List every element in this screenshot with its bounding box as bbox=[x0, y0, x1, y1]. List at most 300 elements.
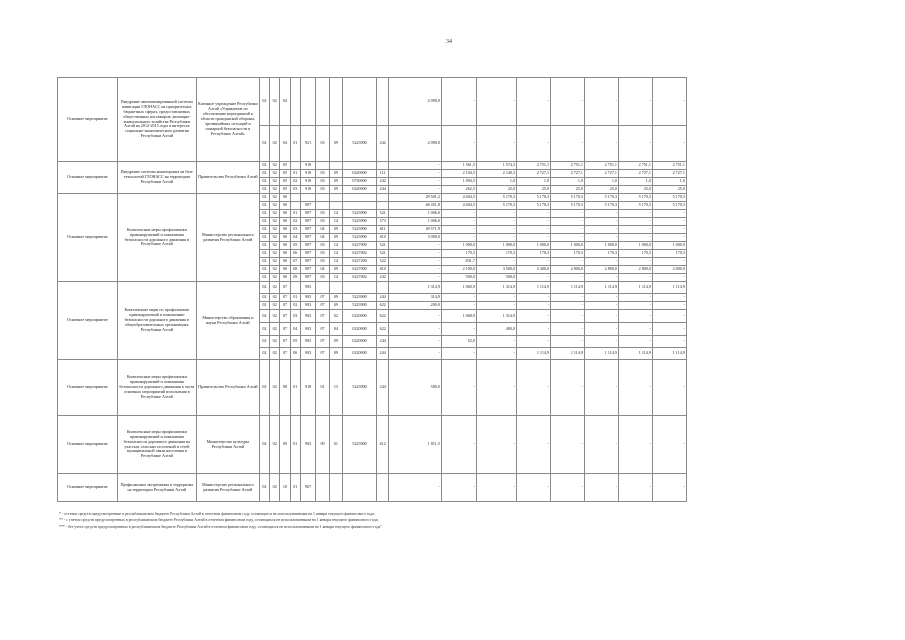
table-cell: 918 bbox=[300, 162, 315, 170]
table-cell: 02 bbox=[270, 360, 280, 416]
table-cell: 3 500,0 bbox=[476, 266, 516, 274]
table-cell: - bbox=[652, 323, 686, 336]
table-cell: - bbox=[652, 360, 686, 416]
table-cell: 01 bbox=[290, 170, 300, 178]
table-cell: 02 bbox=[270, 258, 280, 266]
table-cell bbox=[316, 474, 329, 502]
table-cell: 622 bbox=[377, 302, 389, 310]
table-cell: 967 bbox=[300, 474, 315, 502]
table-cell bbox=[316, 78, 329, 126]
table-cell: - bbox=[389, 274, 442, 282]
table-cell: 09 bbox=[329, 126, 342, 162]
table-cell: - bbox=[476, 218, 516, 226]
table-cell: 02 bbox=[270, 323, 280, 336]
table-cell: 1 114,9 bbox=[517, 348, 551, 360]
table-cell: 0227000 bbox=[343, 266, 377, 274]
table-cell: - bbox=[476, 336, 516, 348]
table-cell: 5 170,3 bbox=[584, 202, 618, 210]
table-row bbox=[58, 162, 719, 170]
table-cell: 5 170,3 bbox=[517, 194, 551, 202]
table-cell bbox=[377, 162, 389, 170]
table-cell: - bbox=[517, 78, 551, 126]
table-cell: 06 bbox=[280, 242, 290, 250]
table-cell: 5 170,3 bbox=[551, 194, 585, 202]
table-cell: 07 bbox=[280, 302, 290, 310]
table-cell: 02 bbox=[270, 194, 280, 202]
table-cell: 02 bbox=[259, 274, 269, 282]
group-type: Основное мероприятие bbox=[58, 474, 118, 502]
table-cell: 1 114,9 bbox=[618, 282, 652, 294]
table-cell: 1 561,5 bbox=[441, 162, 476, 170]
table-cell bbox=[290, 202, 300, 210]
table-cell: 5223900 bbox=[343, 210, 377, 218]
group-executor: Казенное учреждение Республики Алтай «Управление по обеспечению мероприятий в области гражданской обороны, чрезвычайных ситуаций и пожарной безопасности в Республике Алтай» bbox=[196, 78, 259, 162]
table-cell: - bbox=[584, 323, 618, 336]
table-cell: 918 bbox=[300, 186, 315, 194]
table-cell: - bbox=[389, 323, 442, 336]
table-cell: - bbox=[618, 474, 652, 502]
table-cell: 09 bbox=[329, 294, 342, 302]
table-cell: - bbox=[389, 178, 442, 186]
table-cell: 07 bbox=[280, 323, 290, 336]
table-cell: 611 bbox=[377, 226, 389, 234]
table-cell: 1 114,9 bbox=[618, 348, 652, 360]
table-cell: 622 bbox=[377, 310, 389, 323]
table-cell: 2 751,1 bbox=[618, 162, 652, 170]
table-cell: 25,0 bbox=[476, 186, 516, 194]
table-cell: 1,0 bbox=[476, 178, 516, 186]
group-type: Основное мероприятие bbox=[58, 162, 118, 194]
table-cell: - bbox=[476, 258, 516, 266]
table-cell: 13 bbox=[329, 360, 342, 416]
table-cell: 02 bbox=[259, 218, 269, 226]
table-cell: 903 bbox=[300, 416, 315, 474]
table-cell: - bbox=[476, 78, 516, 126]
table-cell: 918 bbox=[300, 178, 315, 186]
table-cell: - bbox=[551, 302, 585, 310]
table-cell: 400,0 bbox=[476, 323, 516, 336]
table-cell: - bbox=[517, 294, 551, 302]
table-cell: 5223900 bbox=[343, 226, 377, 234]
table-cell: - bbox=[476, 474, 516, 502]
table-cell: 170,3 bbox=[584, 250, 618, 258]
table-cell: 2 090,0 bbox=[389, 78, 442, 126]
table-cell: - bbox=[652, 234, 686, 242]
table-cell: 02 bbox=[259, 416, 269, 474]
table-cell: - bbox=[517, 360, 551, 416]
table-cell: 09 bbox=[329, 186, 342, 194]
table-cell: 200,0 bbox=[389, 302, 442, 310]
table-cell: 500,0 bbox=[441, 274, 476, 282]
table-cell: 06 bbox=[280, 218, 290, 226]
table-cell: - bbox=[652, 302, 686, 310]
table-cell: - bbox=[517, 474, 551, 502]
table-cell: 03 bbox=[290, 186, 300, 194]
table-cell: - bbox=[441, 234, 476, 242]
table-cell: 1 094,5 bbox=[441, 178, 476, 186]
table-cell: - bbox=[652, 218, 686, 226]
table-cell: 111 bbox=[377, 170, 389, 178]
table-cell: 01 bbox=[290, 474, 300, 502]
table-cell: 03 bbox=[316, 258, 329, 266]
table-cell: 5 170,3 bbox=[618, 202, 652, 210]
table-cell: 07 bbox=[316, 336, 329, 348]
table-cell: 02 bbox=[259, 323, 269, 336]
table-cell: 14 bbox=[329, 250, 342, 258]
table-cell: 1 114,9 bbox=[551, 282, 585, 294]
table-cell: 09 bbox=[329, 266, 342, 274]
table-cell: 918 bbox=[300, 170, 315, 178]
table-cell: 02 bbox=[270, 266, 280, 274]
table-cell: 07 bbox=[280, 348, 290, 360]
table-cell: 02 bbox=[270, 226, 280, 234]
table-cell: 03 bbox=[290, 226, 300, 234]
table-cell: 03 bbox=[316, 242, 329, 250]
table-cell: 1,0 bbox=[618, 178, 652, 186]
group-executor: Министерство культуры Республики Алтай bbox=[196, 416, 259, 474]
table-cell: 01 bbox=[290, 126, 300, 162]
table-row bbox=[58, 78, 719, 126]
group-executor: Министерство регионального развития Республики Алтай bbox=[196, 474, 259, 502]
table-cell: 04 bbox=[280, 126, 290, 162]
table-cell: 07 bbox=[280, 336, 290, 348]
table-cell: - bbox=[618, 274, 652, 282]
table-cell: - bbox=[618, 310, 652, 323]
table-cell: 25,0 bbox=[517, 186, 551, 194]
table-cell: - bbox=[551, 310, 585, 323]
table-cell: 1 006,0 bbox=[389, 218, 442, 226]
table-cell: 0220000 bbox=[343, 310, 377, 323]
table-cell bbox=[377, 202, 389, 210]
table-cell bbox=[343, 78, 377, 126]
table-cell: 09 bbox=[329, 234, 342, 242]
table-cell: 5 170,3 bbox=[652, 202, 686, 210]
table-cell: 02 bbox=[270, 294, 280, 302]
table-cell: 14 bbox=[329, 210, 342, 218]
table-cell: - bbox=[584, 416, 618, 474]
table-cell: 06 bbox=[280, 274, 290, 282]
table-cell: 02 bbox=[259, 186, 269, 194]
table-cell: 170,3 bbox=[441, 250, 476, 258]
table-cell: 1,0 bbox=[652, 178, 686, 186]
table-cell: 14 bbox=[329, 258, 342, 266]
table-cell: 25,0 bbox=[618, 186, 652, 194]
group-type: Основное мероприятие bbox=[58, 282, 118, 360]
table-cell: - bbox=[389, 170, 442, 178]
table-cell: - bbox=[517, 274, 551, 282]
table-cell: 2 751,1 bbox=[652, 162, 686, 170]
table-cell: 1 000,0 bbox=[584, 242, 618, 250]
table-cell: 244 bbox=[377, 360, 389, 416]
table-cell: 2 104,5 bbox=[441, 170, 476, 178]
table-row bbox=[58, 474, 719, 502]
table-cell: 04 bbox=[329, 323, 342, 336]
table-cell: 2 800,0 bbox=[652, 266, 686, 274]
table-cell: 500,0 bbox=[476, 274, 516, 282]
table-cell: - bbox=[517, 310, 551, 323]
table-cell: 09 bbox=[329, 348, 342, 360]
table-cell: 2 727,1 bbox=[618, 170, 652, 178]
table-cell: - bbox=[584, 302, 618, 310]
table-cell: - bbox=[618, 323, 652, 336]
table-cell: 02 bbox=[329, 310, 342, 323]
table-cell: 02 bbox=[259, 210, 269, 218]
table-cell: 2 090,0 bbox=[389, 126, 442, 162]
table-cell: 07 bbox=[316, 310, 329, 323]
table-cell: 14 bbox=[329, 274, 342, 282]
table-cell: - bbox=[584, 234, 618, 242]
table-cell: 1 314,9 bbox=[389, 282, 442, 294]
table-cell: - bbox=[652, 258, 686, 266]
table-cell: 09 bbox=[329, 336, 342, 348]
table-cell: - bbox=[476, 126, 516, 162]
table-cell: 244 bbox=[377, 336, 389, 348]
table-cell: 04 bbox=[280, 78, 290, 126]
table-cell: 07 bbox=[316, 348, 329, 360]
table-cell: 01 bbox=[290, 360, 300, 416]
table-cell: - bbox=[517, 234, 551, 242]
table-cell: 2 800,0 bbox=[584, 266, 618, 274]
table-cell: 02 bbox=[290, 178, 300, 186]
table-cell bbox=[316, 162, 329, 170]
table-cell: 2 751,1 bbox=[584, 162, 618, 170]
table-cell: 04 bbox=[290, 234, 300, 242]
table-cell bbox=[377, 194, 389, 202]
table-cell bbox=[329, 282, 342, 294]
table-cell: - bbox=[652, 226, 686, 234]
table-cell: 2 100,0 bbox=[441, 266, 476, 274]
group-type: Основное мероприятие bbox=[58, 360, 118, 416]
table-cell: - bbox=[389, 310, 442, 323]
table-cell: 07 bbox=[316, 302, 329, 310]
table-cell: 1 114,9 bbox=[551, 348, 585, 360]
table-row bbox=[58, 360, 719, 416]
table-cell: - bbox=[389, 186, 442, 194]
table-cell: 06 bbox=[280, 202, 290, 210]
table-cell bbox=[343, 474, 377, 502]
table-cell: 02 bbox=[259, 242, 269, 250]
table-cell: - bbox=[476, 234, 516, 242]
table-cell: 03 bbox=[290, 310, 300, 323]
table-cell: - bbox=[476, 226, 516, 234]
table-cell: 02 bbox=[270, 336, 280, 348]
table-cell: 907 bbox=[300, 234, 315, 242]
table-row bbox=[58, 194, 719, 202]
table-cell: - bbox=[584, 336, 618, 348]
table-cell: 1 114,9 bbox=[584, 282, 618, 294]
table-cell: 1 114,9 bbox=[584, 348, 618, 360]
table-cell: - bbox=[551, 474, 585, 502]
table-cell: 02 bbox=[259, 170, 269, 178]
table-cell: 09 bbox=[329, 302, 342, 310]
table-cell: - bbox=[517, 323, 551, 336]
table-cell: 06 bbox=[280, 234, 290, 242]
table-cell: - bbox=[517, 258, 551, 266]
group-executor: Министерство регионального развития Республики Алтай bbox=[196, 194, 259, 282]
table-cell: 170,3 bbox=[652, 250, 686, 258]
table-cell bbox=[290, 78, 300, 126]
table-cell: 1 314,9 bbox=[476, 310, 516, 323]
table-cell: 170,3 bbox=[476, 250, 516, 258]
table-cell: 25,0 bbox=[551, 186, 585, 194]
table-cell: 1 574,3 bbox=[476, 162, 516, 170]
table-cell: 02 bbox=[270, 302, 280, 310]
table-cell: - bbox=[551, 126, 585, 162]
table-cell: 02 bbox=[270, 234, 280, 242]
table-cell: 09 bbox=[290, 274, 300, 282]
table-cell: - bbox=[584, 310, 618, 323]
table-cell: 5223900 bbox=[343, 126, 377, 162]
table-cell: 907 bbox=[300, 226, 315, 234]
table-cell: - bbox=[441, 218, 476, 226]
table-cell: 07 bbox=[316, 323, 329, 336]
table-cell: - bbox=[618, 78, 652, 126]
table-cell: 2 800,0 bbox=[618, 266, 652, 274]
table-cell: 03 bbox=[316, 274, 329, 282]
table-cell bbox=[290, 282, 300, 294]
table-cell: 14 bbox=[329, 242, 342, 250]
table-cell: - bbox=[618, 226, 652, 234]
table-cell: 5223900 bbox=[343, 294, 377, 302]
group-type: Основное мероприятие bbox=[58, 416, 118, 474]
table-cell: - bbox=[389, 250, 442, 258]
table-cell: 02 bbox=[259, 162, 269, 170]
table-cell: - bbox=[441, 226, 476, 234]
table-cell: 1 114,9 bbox=[652, 348, 686, 360]
table-cell: - bbox=[441, 360, 476, 416]
table-cell: 02 bbox=[259, 336, 269, 348]
table-cell: 02 bbox=[259, 310, 269, 323]
table-cell: - bbox=[551, 234, 585, 242]
table-cell bbox=[316, 202, 329, 210]
table-cell: - bbox=[389, 258, 442, 266]
table-cell: 02 bbox=[270, 348, 280, 360]
table-cell: 907 bbox=[300, 210, 315, 218]
table-cell: - bbox=[584, 226, 618, 234]
table-cell: 5223900 bbox=[343, 302, 377, 310]
table-cell: 02 bbox=[270, 78, 280, 126]
table-cell: - bbox=[551, 78, 585, 126]
table-cell: - bbox=[551, 218, 585, 226]
table-cell: 2 751,1 bbox=[517, 162, 551, 170]
group-name: Комплексные меры по профилактике правонарушений и повышению безопасности дорожного движения в общеобразовательных организациях Республики Алтай bbox=[117, 282, 196, 360]
table-cell: 02 bbox=[270, 178, 280, 186]
table-cell: 05 bbox=[290, 336, 300, 348]
table-cell: 1 314,9 bbox=[476, 282, 516, 294]
table-cell: 1 000,0 bbox=[618, 242, 652, 250]
table-cell: - bbox=[441, 78, 476, 126]
table-cell: - bbox=[652, 310, 686, 323]
table-cell: 903 bbox=[300, 323, 315, 336]
table-cell: 05 bbox=[290, 242, 300, 250]
table-cell: 04 bbox=[290, 323, 300, 336]
table-cell: 09 bbox=[329, 226, 342, 234]
group-name: Комплексные меры профилактики правонарушений и повышения безопасности дорожного движения на участках сельских поселений и сетей муниципальной связи населения в Республике Алтай bbox=[117, 416, 196, 474]
table-cell: 5223900 bbox=[343, 218, 377, 226]
footnote: * - остатки средств предусмотренные в республиканском бюджете Республики Алтай в отчетном финансовом году, остающиеся не использованными на 1 января текущего финансового года; bbox=[59, 512, 375, 516]
table-cell: 02 bbox=[259, 282, 269, 294]
table-cell: 02 bbox=[270, 202, 280, 210]
table-cell: - bbox=[652, 274, 686, 282]
table-cell: 06 bbox=[280, 226, 290, 234]
table-cell: 06 bbox=[280, 250, 290, 258]
group-name: Внедрение автоматизированной системы навигации ГЛОНАСС на приоритетных бюджетных сферах, предоставляемых общественных пассажиров, жилищно-коммунального хозяйства Республики Алтай на 2012-2015 годы в интересах социально-экономического развития Республики Алтай bbox=[117, 78, 196, 162]
table-cell: 170,3 bbox=[517, 250, 551, 258]
table-cell: 02 bbox=[259, 226, 269, 234]
table-cell: 03 bbox=[316, 126, 329, 162]
table-cell: 2 727,1 bbox=[517, 170, 551, 178]
table-cell: 66 451,8 bbox=[389, 202, 442, 210]
table-cell: 03 bbox=[316, 178, 329, 186]
table-cell: 2 727,1 bbox=[551, 170, 585, 178]
table-cell: 5 170,3 bbox=[551, 202, 585, 210]
table-cell: - bbox=[476, 302, 516, 310]
table-cell: 02 bbox=[270, 474, 280, 502]
table-cell: 903 bbox=[300, 294, 315, 302]
table-cell: 831,7 bbox=[441, 258, 476, 266]
table-cell: 242 bbox=[377, 178, 389, 186]
table-cell: 08 bbox=[280, 360, 290, 416]
table-cell: 02 bbox=[270, 186, 280, 194]
table-cell: 1 114,9 bbox=[652, 282, 686, 294]
table-cell: 02 bbox=[290, 302, 300, 310]
table-cell: - bbox=[441, 348, 476, 360]
table-cell: 07 bbox=[280, 294, 290, 302]
group-name: Комплексные меры профилактики правонарушений и повышения безопасности дорожного движения в Республике Алтай bbox=[117, 194, 196, 282]
table-cell: 01 bbox=[290, 416, 300, 474]
table-cell: - bbox=[584, 294, 618, 302]
table-cell: - bbox=[517, 336, 551, 348]
table-cell: 810 bbox=[377, 234, 389, 242]
table-cell: 06 bbox=[280, 210, 290, 218]
table-cell: 03 bbox=[316, 210, 329, 218]
table-cell: 02 bbox=[259, 360, 269, 416]
table-cell: 5 170,3 bbox=[652, 194, 686, 202]
table-cell: 04 bbox=[316, 266, 329, 274]
table-cell: 3 000,0 bbox=[389, 234, 442, 242]
table-cell: 2 727,1 bbox=[584, 170, 618, 178]
table-cell: 07 bbox=[290, 258, 300, 266]
table-cell bbox=[377, 474, 389, 502]
table-cell: 01 bbox=[316, 360, 329, 416]
table-cell: - bbox=[476, 348, 516, 360]
table-cell: 5223900 bbox=[343, 234, 377, 242]
group-executor: Правительство Республики Алтай bbox=[196, 162, 259, 194]
table-cell bbox=[329, 78, 342, 126]
table-cell bbox=[377, 282, 389, 294]
group-executor: Правительство Республики Алтай bbox=[196, 360, 259, 416]
table-cell: 06 bbox=[280, 194, 290, 202]
table-cell: 1 000,0 bbox=[551, 242, 585, 250]
table-cell: - bbox=[652, 126, 686, 162]
table-cell: - bbox=[584, 360, 618, 416]
table-cell: - bbox=[441, 474, 476, 502]
table-cell: 03 bbox=[316, 218, 329, 226]
table-cell: 170,3 bbox=[618, 250, 652, 258]
table-cell: - bbox=[618, 210, 652, 218]
table-cell: 03 bbox=[316, 186, 329, 194]
table-cell: - bbox=[476, 416, 516, 474]
table-cell: - bbox=[584, 474, 618, 502]
footnote: ** - с учетом средств предусмотренных в республиканском бюджете Республики Алтай в отчетном финансовом году, остающихся не использованными на 1 января текущего финансового года; bbox=[59, 518, 379, 523]
table-cell: 02 bbox=[259, 126, 269, 162]
table-cell: - bbox=[618, 416, 652, 474]
table-cell: 1 000,0 bbox=[652, 242, 686, 250]
table-cell: 1 006,0 bbox=[389, 210, 442, 218]
table-cell: - bbox=[389, 242, 442, 250]
table-cell: 03 bbox=[316, 250, 329, 258]
table-cell: - bbox=[551, 210, 585, 218]
